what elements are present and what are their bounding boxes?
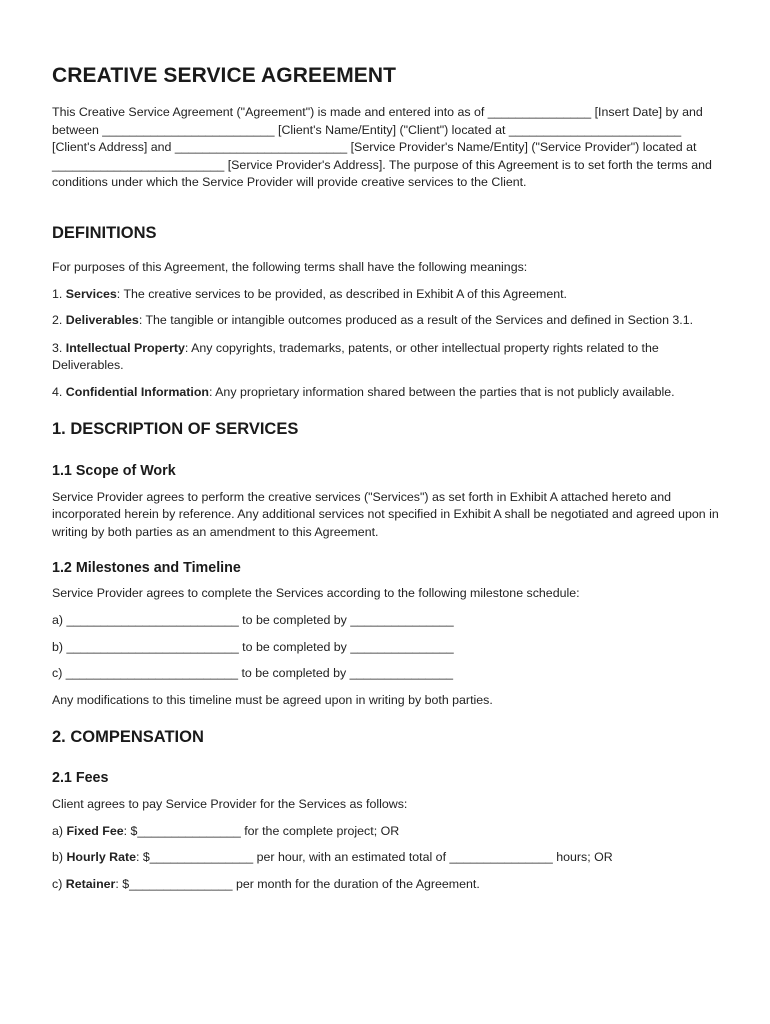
definition-number: 4.: [52, 384, 63, 399]
fee-item-fixed: [52, 823, 722, 841]
fees-heading: 2.1 Fees: [52, 770, 109, 787]
scope-of-work-text: Service Provider agrees to perform the creative services ("Services") as set forth in Exhibit A attached hereto and incorporated herein by reference. Any additional services not specified in Exhibit A shall be negotiated and agreed upon in writing by both parties as an amendment to this Agreement.: [52, 489, 719, 539]
milestones-lead: Service Provider agrees to complete the Services according to the following milestone schedule:: [52, 586, 580, 601]
milestone-item: a) _________________________ to be completed by _______________: [52, 612, 454, 627]
fee-text: : $_______________ per hour, with an estimated total of _______________ hours; OR: [136, 850, 613, 865]
intro-paragraph: This Creative Service Agreement ("Agreement") is made and entered into as of _______________ [Insert Date] by and between _________________________ [Client's Name/Entity] ("Client") located at _________________________ [Client's Address] and _________________________ [Service Provider's Name/Entity] ("Service Provider") located at _________________________ [Service Provider's Address]. The purpose of this Agreement is to set forth the terms and conditions under which the Service Provider will provide creative services to the Client.: [52, 105, 712, 190]
definition-term: Intellectual Property: [65, 340, 185, 355]
definition-text: : The creative services to be provided, as described in Exhibit A of this Agreement.: [116, 286, 567, 301]
fee-term: Fixed Fee: [66, 823, 124, 838]
definition-text: : Any copyrights, trademarks, patents, or other intellectual property rights related to the Deliverables.: [52, 340, 659, 373]
fee-text: : $_______________ for the complete project; OR: [123, 823, 400, 838]
scope-of-work-heading: 1.1 Scope of Work: [52, 462, 176, 479]
fees-lead: Client agrees to pay Service Provider for the Services as follows:: [52, 797, 408, 812]
definitions-heading: DEFINITIONS: [52, 223, 157, 242]
definition-item-services: [52, 286, 722, 304]
definition-term: Services: [65, 286, 117, 301]
definition-number: 1.: [52, 286, 63, 301]
definition-item-deliverables: [52, 312, 722, 330]
definition-number: 3.: [52, 340, 63, 355]
fee-term: Hourly Rate: [66, 850, 137, 865]
document-title: CREATIVE SERVICE AGREEMENT: [52, 64, 397, 87]
definitions-lead: For purposes of this Agreement, the following terms shall have the following meanings:: [52, 259, 528, 274]
section-1-heading: 1. DESCRIPTION OF SERVICES: [52, 419, 299, 438]
definition-item-intellectual-property: [52, 340, 722, 375]
document-page: [52, 64, 722, 894]
definition-term: Deliverables: [65, 313, 139, 328]
definition-text: : The tangible or intangible outcomes produced as a result of the Services and defined in Section 3.1.: [138, 313, 694, 328]
fee-item-retainer: [52, 876, 722, 894]
definition-text: : Any proprietary information shared between the parties that is not publicly available.: [208, 384, 675, 399]
definition-term: Confidential Information: [65, 384, 209, 399]
fee-prefix: b): [52, 850, 67, 865]
fee-prefix: c): [52, 877, 66, 892]
milestone-item: c) _________________________ to be completed by _______________: [52, 666, 453, 681]
milestones-heading: 1.2 Milestones and Timeline: [52, 560, 241, 577]
section-2-heading: 2. COMPENSATION: [52, 728, 204, 747]
definition-number: 2.: [52, 313, 63, 328]
milestone-item: b) _________________________ to be completed by _______________: [52, 639, 454, 654]
fee-prefix: a): [52, 823, 67, 838]
definition-item-confidential-information: [52, 384, 722, 402]
milestones-note: Any modifications to this timeline must be agreed upon in writing by both parties.: [52, 692, 493, 707]
fee-item-hourly: [52, 849, 722, 867]
fee-term: Retainer: [65, 877, 116, 892]
fee-text: : $_______________ per month for the duration of the Agreement.: [115, 877, 480, 892]
